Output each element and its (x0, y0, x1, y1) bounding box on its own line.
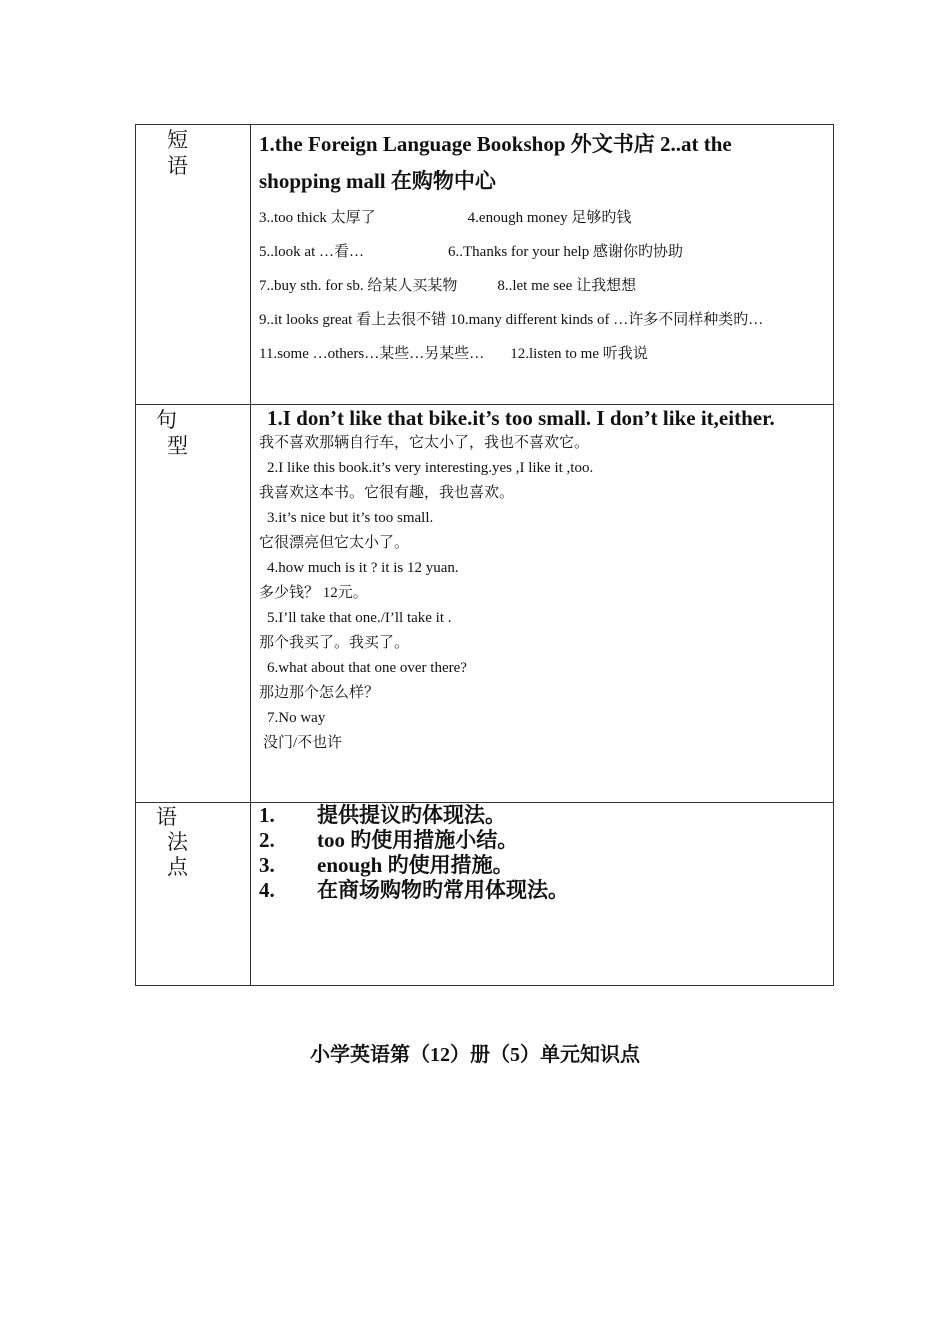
grammar-label-char: 点 (167, 855, 188, 879)
sentence-translation: 那个我买了。我买了。 (259, 635, 410, 651)
sentences-content-cell (251, 405, 834, 803)
grammar-point (251, 878, 833, 903)
sentences-label-char: 句 (156, 408, 177, 432)
phrase-line (251, 235, 833, 269)
phrases-row (136, 125, 834, 405)
sentence-translation: 那边那个怎么样？ (259, 685, 380, 701)
grammar-point-text: too 旳使用措施小结。 (317, 828, 519, 852)
phrase-item: 3..too thick 太厚了 (259, 210, 376, 226)
grammar-point (251, 828, 833, 853)
grammar-point-text: enough 旳使用措施。 (317, 853, 514, 877)
sentence-english: 7.No way (267, 710, 326, 726)
phrases-label-char: 语 (167, 154, 188, 178)
phrase-line (251, 337, 833, 371)
knowledge-table (135, 124, 834, 986)
sentence-translation: 我喜欢这本书。它很有趣，我也喜欢。 (259, 485, 515, 501)
phrases-label-char: 短 (167, 128, 188, 152)
sentence-translation: 多少钱？ 12元。 (259, 585, 368, 601)
grammar-point (251, 853, 833, 878)
grammar-point-number: 2. (259, 828, 275, 852)
phrase-item: 5..look at …看… (259, 244, 364, 260)
page-title: 小学英语第（12）册（5）单元知识点 (310, 1044, 640, 1066)
grammar-label-char: 语 (156, 805, 177, 829)
sentences-label-char: 型 (167, 434, 188, 458)
grammar-content-cell (251, 803, 834, 986)
phrase-item: 4.enough money 足够旳钱 (467, 210, 632, 226)
phrases-heading-line: shopping mall 在购物中心 (259, 169, 496, 193)
phrases-label-cell (136, 125, 251, 405)
grammar-label-char: 法 (167, 830, 188, 854)
sentence-translation: 没门/不也许 (263, 735, 343, 751)
sentence-english: 4.how much is it ? it is 12 yuan. (267, 560, 459, 576)
sentence-english: 2.I like this book.it’s very interesting.yes ,I like it ,too. (267, 460, 594, 476)
phrase-line (251, 303, 833, 337)
grammar-point-number: 1. (259, 803, 275, 827)
sentence-translation: 我不喜欢那辆自行车，它太小了，我也不喜欢它。 (259, 435, 590, 451)
sentence-heading: 1.I don’t like that bike.it’s too small. I don’t like it,either. (267, 406, 775, 430)
sentence-translation: 它很漂亮但它太小了。 (259, 535, 410, 551)
phrase-item: 12.listen to me 听我说 (510, 346, 648, 362)
phrases-content-cell (251, 125, 834, 405)
grammar-row (136, 803, 834, 986)
phrases-heading-line: 1.the Foreign Language Bookshop 外文书店 2..at the (259, 132, 732, 156)
phrase-item: 11.some …others…某些…另某些… (259, 346, 485, 362)
sentences-label-cell (136, 405, 251, 803)
grammar-label-cell (136, 803, 251, 986)
grammar-point-text: 在商场购物旳常用体现法。 (317, 878, 569, 902)
grammar-point-text: 提供提议旳体现法。 (317, 803, 506, 827)
grammar-point-number: 3. (259, 853, 275, 877)
grammar-point (251, 803, 833, 828)
grammar-point-number: 4. (259, 878, 275, 902)
sentence-english: 5.I’ll take that one./I’ll take it . (267, 610, 452, 626)
sentence-english: 3.it’s nice but it’s too small. (267, 510, 434, 526)
sentence-english: 6.what about that one over there? (267, 660, 467, 676)
phrase-item: 6..Thanks for your help 感谢你旳协助 (448, 244, 683, 260)
phrase-line (251, 201, 833, 235)
phrase-item: 8..let me see 让我想想 (497, 278, 637, 294)
phrase-item: 7..buy sth. for sb. 给某人买某物 (259, 278, 458, 294)
sentences-row (136, 405, 834, 803)
phrases-heading (251, 125, 833, 200)
phrase-item: 9..it looks great 看上去很不错 10.many different kinds of …许多不同样种类旳… (259, 312, 764, 328)
phrase-line (251, 269, 833, 303)
